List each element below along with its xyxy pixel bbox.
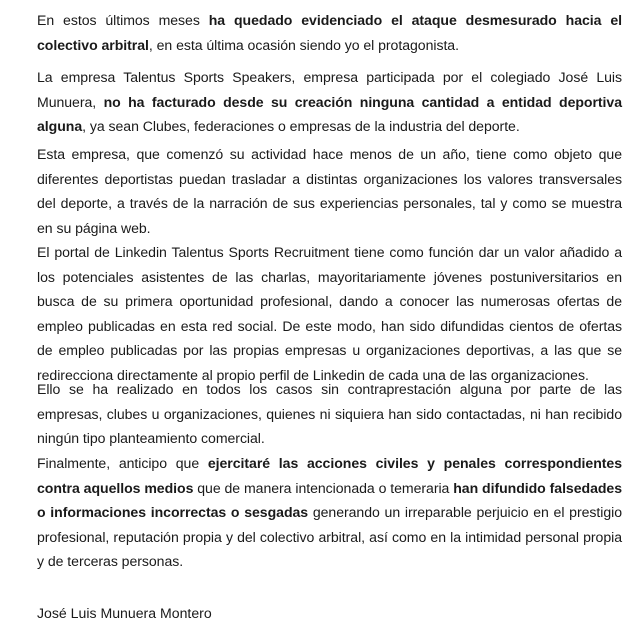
text-segment: generando un irreparable perjuicio en el prestigio profesional, reputación propia y del colectivo arbitral, así como en la intimidad personal propia y de terceras personas. (37, 504, 622, 569)
signature: José Luis Munuera Montero (37, 605, 212, 621)
text-segment: En estos últimos meses (37, 12, 209, 28)
paragraph (37, 451, 622, 574)
paragraph (37, 142, 622, 240)
bold-text-segment: ejercitaré las acciones civiles y penales correspondientes contra aquellos medios (37, 455, 622, 496)
bold-text-segment: han difundido falsedades o informaciones incorrectas o sesgadas (37, 479, 622, 520)
paragraph (37, 8, 622, 57)
text-segment: Esta empresa, que comenzó su actividad hace menos de un año, tiene como objeto que diferentes deportistas puedan trasladar a distintas organizaciones los valores transversales del deporte, a través de la narración de sus experiencias personales, tal y como se muestra en su página web. (37, 146, 622, 236)
paragraph (37, 240, 622, 387)
text-segment: que de manera intencionada o temeraria (193, 479, 454, 496)
text-segment: El portal de Linkedin Talentus Sports Recruitment tiene como función dar un valor añadido a los potenciales asistentes de las charlas, mayoritariamente jóvenes postuniversitarios en busca de su primera oportunidad profesional, dando a conocer las numerosas ofertas de empleo publicadas en esta red social. De este modo, han sido difundidas cientos de ofertas de empleo publicadas por las propias empresas u organizaciones deportivas, a las que se redirecciona directamente al propio perfil de Linkedin de cada una de las organizaciones. (37, 244, 622, 383)
paragraph (37, 377, 622, 451)
text-segment: , en esta última ocasión siendo yo el protagonista. (148, 36, 459, 53)
paragraph (37, 65, 622, 139)
text-segment: Finalmente, anticipo que (37, 455, 208, 471)
bold-text-segment: no ha facturado desde su creación ninguna cantidad a entidad deportiva alguna (37, 93, 622, 134)
text-segment: , ya sean Clubes, federaciones o empresas de la industria del deporte. (82, 118, 520, 134)
text-segment: La empresa Talentus Sports Speakers, empresa participada por el colegiado José Luis Munuera, (37, 69, 622, 110)
text-segment: Ello se ha realizado en todos los casos sin contraprestación alguna por parte de las empresas, clubes u organizaciones, quienes ni siquiera han sido contactadas, ni han recibido ningún tipo planteamiento comercial. (37, 381, 622, 446)
bold-text-segment: ha quedado evidenciado el ataque desmesurado hacia el colectivo arbitral (37, 12, 622, 53)
